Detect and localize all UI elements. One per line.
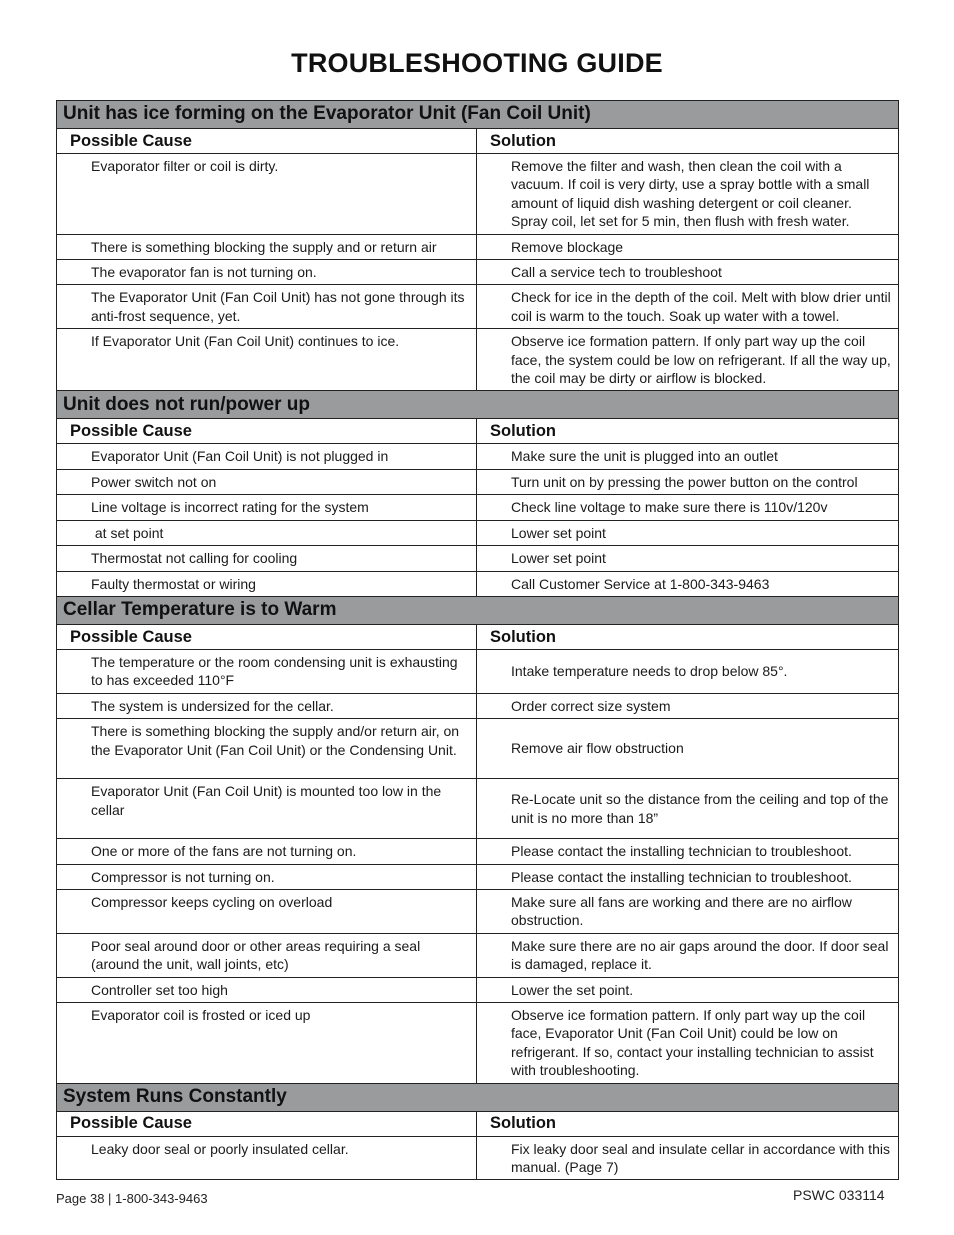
cause-cell: The Evaporator Unit (Fan Coil Unit) has not gone through its anti-frost sequence, yet. (57, 285, 477, 329)
cause-cell: Faulty thermostat or wiring (57, 571, 477, 596)
solution-cell: Order correct size system (477, 693, 899, 718)
column-header-solution: Solution (477, 1111, 899, 1136)
table-row (57, 444, 899, 469)
cause-cell: Leaky door seal or poorly insulated cellar. (57, 1136, 477, 1180)
table-row (57, 495, 899, 520)
column-header-cause: Possible Cause (57, 1111, 477, 1136)
table-row (57, 864, 899, 889)
solution-cell: Intake temperature needs to drop below 85°. (477, 649, 899, 693)
cause-cell: The evaporator fan is not turning on. (57, 260, 477, 285)
table-row (57, 779, 899, 839)
solution-cell: Remove air flow obstruction (477, 719, 899, 779)
section-heading: Cellar Temperature is to Warm (57, 596, 899, 624)
table-row (57, 889, 899, 933)
solution-cell: Make sure all fans are working and there are no airflow obstruction. (477, 889, 899, 933)
solution-cell: Observe ice formation pattern. If only part way up the coil face, Evaporator Unit (Fan Coil Unit) could be low on refrigerant. If so, contact your installing technician to assist with troubleshooting. (477, 1002, 899, 1083)
column-header-solution: Solution (477, 624, 899, 649)
solution-cell: Call a service tech to troubleshoot (477, 260, 899, 285)
page-title: TROUBLESHOOTING GUIDE (291, 48, 663, 78)
solution-cell: Remove blockage (477, 234, 899, 259)
page-footer-left: Page 38 | 1-800-343-9463 (56, 1191, 208, 1206)
table-row (57, 154, 899, 235)
cause-cell: The system is undersized for the cellar. (57, 693, 477, 718)
solution-cell: Remove the filter and wash, then clean the coil with a vacuum. If coil is very dirty, use a spray bottle with a small amount of liquid dish washing detergent or coil cleaner. Spray coil, let set for 5 min, then flush with fresh water. (477, 154, 899, 235)
solution-cell: Lower the set point. (477, 977, 899, 1002)
solution-cell: Check line voltage to make sure there is 110v/120v (477, 495, 899, 520)
table-row (57, 933, 899, 977)
table-row (57, 1002, 899, 1083)
table-row (57, 260, 899, 285)
solution-cell: Please contact the installing technician to troubleshoot. (477, 839, 899, 864)
section-heading: Unit has ice forming on the Evaporator Unit (Fan Coil Unit) (57, 101, 899, 129)
section-heading: Unit does not run/power up (57, 391, 899, 419)
column-header-solution: Solution (477, 419, 899, 444)
cause-cell: Compressor is not turning on. (57, 864, 477, 889)
table-row (57, 839, 899, 864)
column-header-cause: Possible Cause (57, 129, 477, 154)
solution-cell: Make sure there are no air gaps around the door. If door seal is damaged, replace it. (477, 933, 899, 977)
column-header-cause: Possible Cause (57, 419, 477, 444)
table-row (57, 469, 899, 494)
cause-cell: at set point (57, 520, 477, 545)
table-row (57, 234, 899, 259)
cause-cell: The temperature or the room condensing unit is exhausting to has exceeded 110°F (57, 649, 477, 693)
solution-cell: Make sure the unit is plugged into an outlet (477, 444, 899, 469)
table-row (57, 977, 899, 1002)
cause-cell: One or more of the fans are not turning on. (57, 839, 477, 864)
cause-cell: If Evaporator Unit (Fan Coil Unit) continues to ice. (57, 329, 477, 391)
table-row (57, 693, 899, 718)
cause-cell: Line voltage is incorrect rating for the system (57, 495, 477, 520)
table-row (57, 1136, 899, 1180)
table-row (57, 571, 899, 596)
page-footer-right: PSWC 033114 (793, 1187, 885, 1203)
cause-cell: Evaporator Unit (Fan Coil Unit) is not plugged in (57, 444, 477, 469)
table-row (57, 649, 899, 693)
section-heading: System Runs Constantly (57, 1083, 899, 1111)
column-header-cause: Possible Cause (57, 624, 477, 649)
cause-cell: Poor seal around door or other areas requiring a seal (around the unit, wall joints, etc) (57, 933, 477, 977)
cause-cell: There is something blocking the supply and/or return air, on the Evaporator Unit (Fan Coil Unit) or the Condensing Unit. (57, 719, 477, 779)
column-header-solution: Solution (477, 129, 899, 154)
cause-cell: Evaporator coil is frosted or iced up (57, 1002, 477, 1083)
table-row (57, 546, 899, 571)
solution-cell: Re-Locate unit so the distance from the ceiling and top of the unit is no more than 18” (477, 779, 899, 839)
solution-cell: Check for ice in the depth of the coil. Melt with blow drier until coil is warm to the touch. Soak up water with a towel. (477, 285, 899, 329)
troubleshooting-table (56, 100, 899, 1180)
table-row (57, 285, 899, 329)
solution-cell: Lower set point (477, 520, 899, 545)
solution-cell: Observe ice formation pattern. If only part way up the coil face, the system could be low on refrigerant. If all the way up, the coil may be dirty or airflow is blocked. (477, 329, 899, 391)
cause-cell: There is something blocking the supply and or return air (57, 234, 477, 259)
solution-cell: Turn unit on by pressing the power button on the control (477, 469, 899, 494)
solution-cell: Lower set point (477, 546, 899, 571)
table-row (57, 520, 899, 545)
table-row (57, 329, 899, 391)
solution-cell: Call Customer Service at 1-800-343-9463 (477, 571, 899, 596)
cause-cell: Evaporator filter or coil is dirty. (57, 154, 477, 235)
cause-cell: Thermostat not calling for cooling (57, 546, 477, 571)
solution-cell: Please contact the installing technician to troubleshoot. (477, 864, 899, 889)
table-row (57, 719, 899, 779)
solution-cell: Fix leaky door seal and insulate cellar in accordance with this manual. (Page 7) (477, 1136, 899, 1180)
cause-cell: Controller set too high (57, 977, 477, 1002)
cause-cell: Compressor keeps cycling on overload (57, 889, 477, 933)
cause-cell: Power switch not on (57, 469, 477, 494)
cause-cell: Evaporator Unit (Fan Coil Unit) is mounted too low in the cellar (57, 779, 477, 839)
